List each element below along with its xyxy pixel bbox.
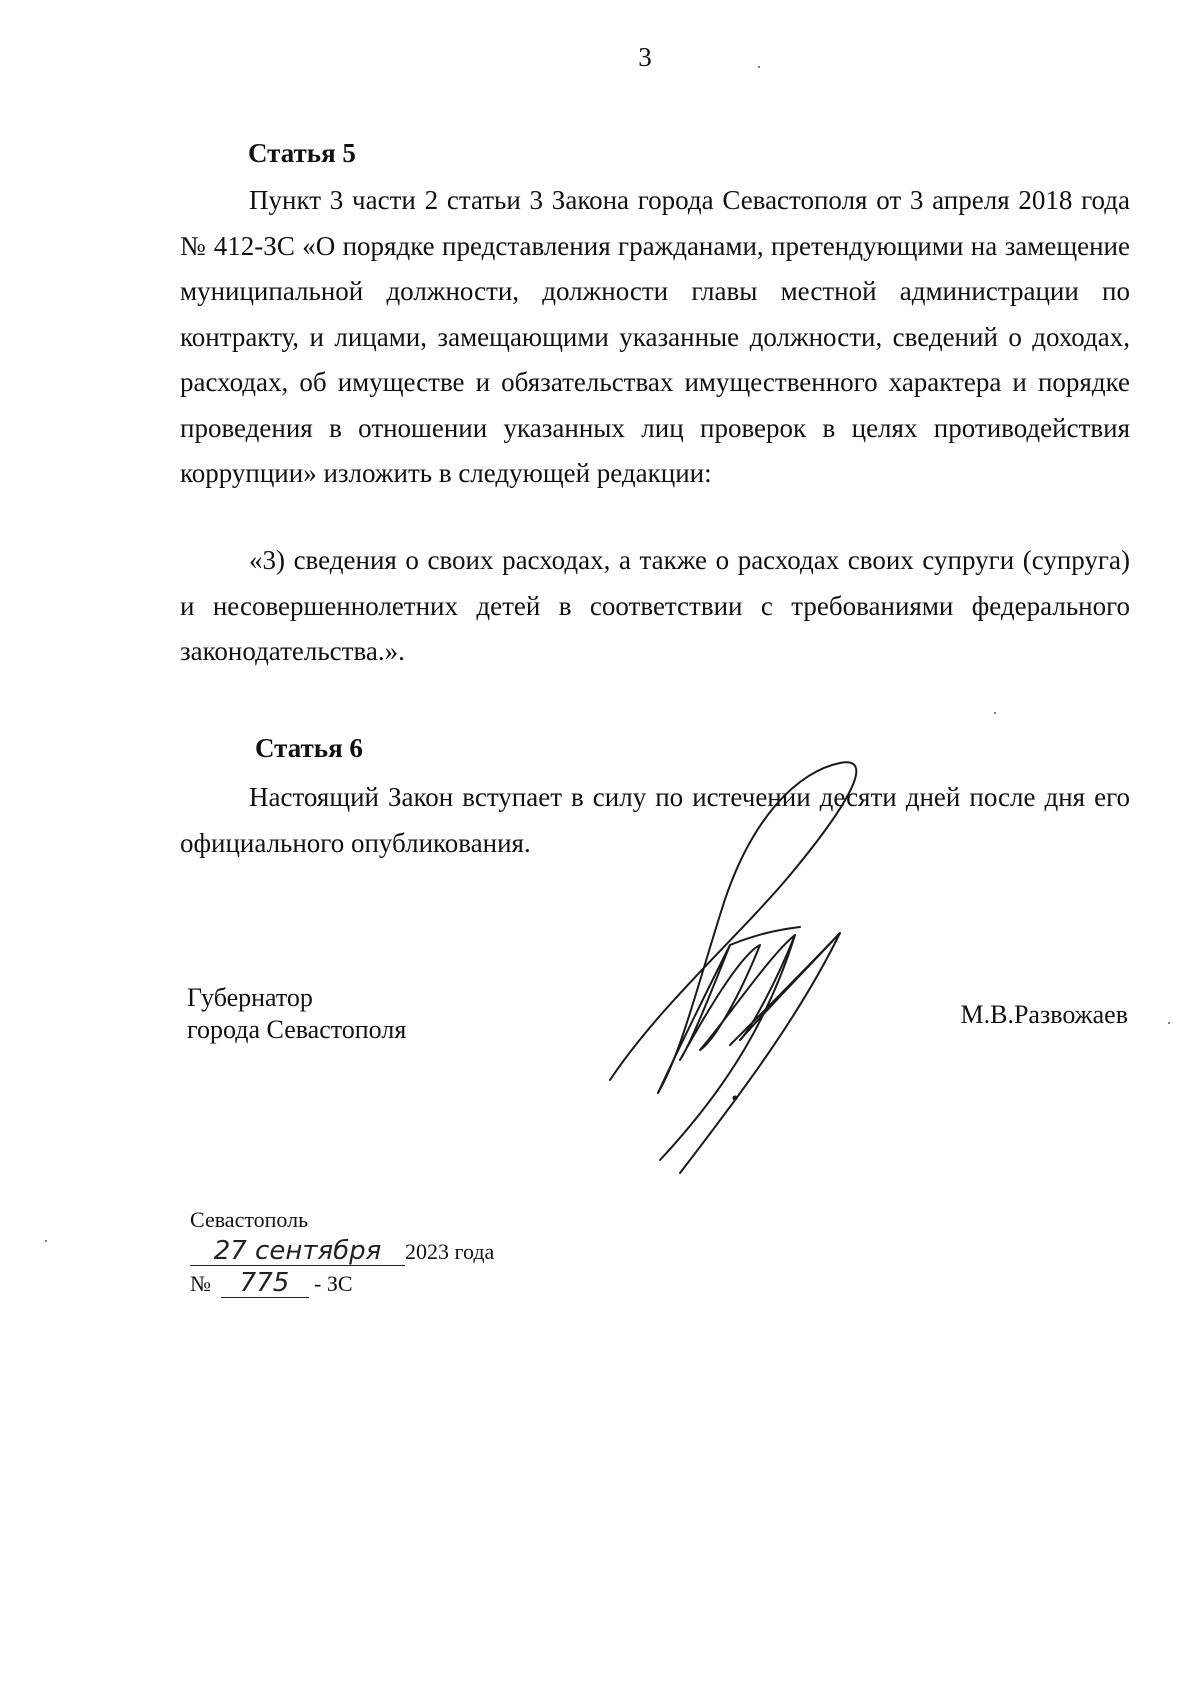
article-6-paragraph-1: Настоящий Закон вступает в силу по истечении десяти дней после дня его официального опубликования. bbox=[180, 782, 1130, 858]
scan-speck bbox=[45, 1240, 47, 1242]
footer-city: Севастополь bbox=[190, 1207, 309, 1232]
law-number-suffix: - ЗС bbox=[314, 1271, 353, 1296]
scan-speck bbox=[758, 66, 760, 68]
handwritten-signature bbox=[600, 755, 900, 1215]
article-6-title: Статья 6 bbox=[255, 733, 363, 763]
footer-number-line bbox=[190, 1268, 494, 1300]
article-5-title: Статья 5 bbox=[248, 138, 356, 168]
article-5-paragraph-2: «3) сведения о своих расходах, а также о расходах своих супруги (супруга) и несовершеннолетних детей в соответствии с требованиями федерального законодательства.». bbox=[180, 545, 1130, 666]
footer-year: 2023 года bbox=[405, 1239, 495, 1264]
article-5-paragraph-1: Пункт 3 части 2 статьи 3 Закона города Севастополя от 3 апреля 2018 года № 412-ЗС «О порядке представления гражданами, претендующими на замещение муниципальной должности, должности главы местной администрации по контракту, и лицами, замещающими указанные должности, сведений о доходах, расходах, об имуществе и обязательствах имущественного характера и порядке проведения в отношении указанных лиц проверок в целях противодействия коррупции» изложить в следующей редакции: bbox=[180, 185, 1130, 488]
signatory-position bbox=[187, 982, 406, 1046]
footer-date-line bbox=[190, 1236, 494, 1268]
signatory-position-line-1: Губернатор bbox=[187, 983, 313, 1012]
signatory-name: М.В.Развожаев bbox=[960, 1000, 1128, 1029]
scan-speck bbox=[994, 712, 996, 714]
scan-speck bbox=[1168, 1022, 1170, 1024]
document-footer bbox=[190, 1204, 494, 1300]
handwritten-date: 27 сентября bbox=[190, 1237, 405, 1266]
page-number: 3 bbox=[638, 42, 652, 72]
signatory-position-line-2: города Севастополя bbox=[187, 1015, 407, 1044]
handwritten-law-number: 775 bbox=[221, 1269, 309, 1298]
number-sign: № bbox=[190, 1271, 211, 1296]
